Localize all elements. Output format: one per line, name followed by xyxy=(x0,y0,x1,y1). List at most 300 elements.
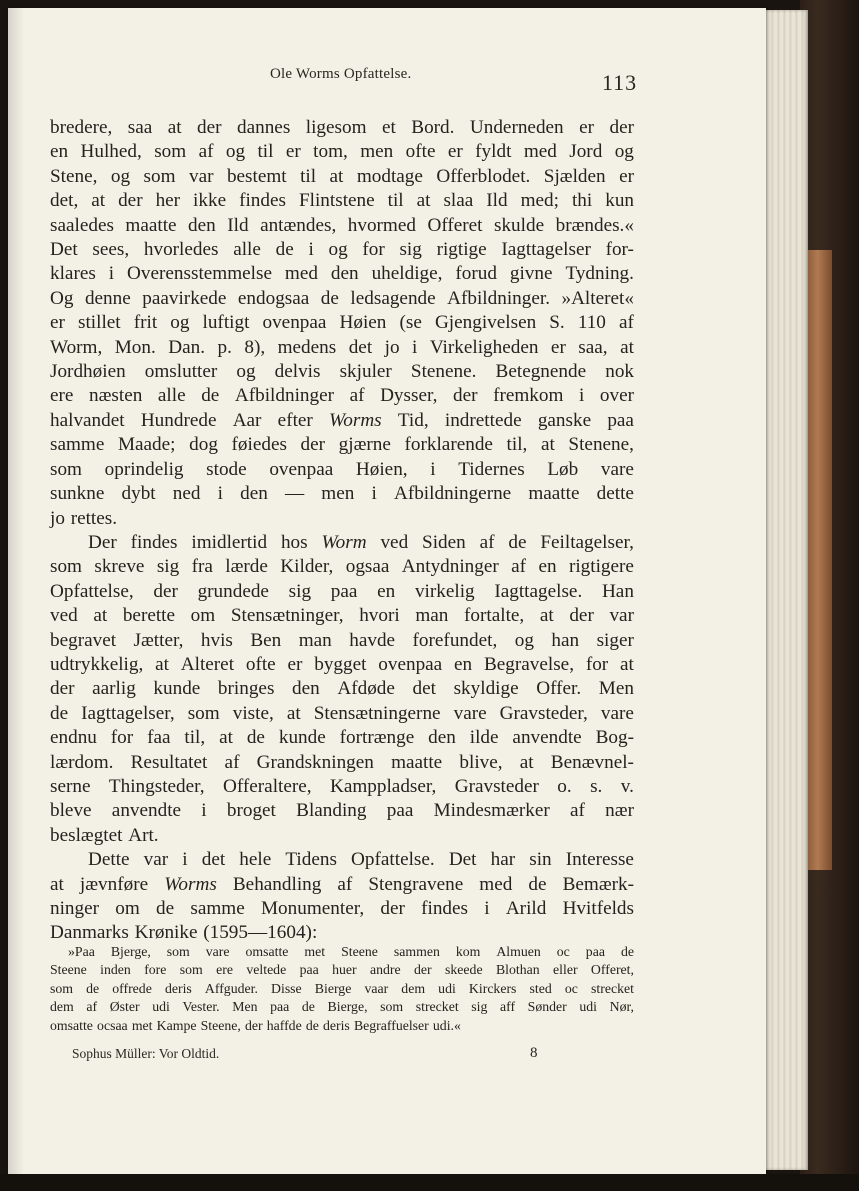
word: Opfattelse. xyxy=(351,849,435,871)
word: paa xyxy=(299,962,319,978)
word: Bord. xyxy=(411,117,455,138)
word: antændes, xyxy=(260,214,337,236)
word: sted xyxy=(529,980,552,996)
word: aarlig xyxy=(92,678,136,700)
word: af xyxy=(618,312,634,334)
word: Gravsteder, xyxy=(499,702,588,724)
word: af xyxy=(86,999,98,1015)
word: nok xyxy=(605,361,634,383)
word: Offeret, xyxy=(590,962,634,978)
word: beslægtet xyxy=(50,824,123,846)
word: Jætter, xyxy=(133,629,184,651)
word: ere xyxy=(216,962,233,978)
word: Ild xyxy=(486,190,508,212)
word: den xyxy=(428,727,456,749)
text-line xyxy=(50,751,634,775)
word: Hundrede xyxy=(140,409,217,431)
word: s. xyxy=(590,775,603,797)
word: havde xyxy=(349,629,396,651)
word: med xyxy=(479,873,513,895)
word: at xyxy=(329,165,344,187)
text-line xyxy=(50,604,634,628)
word: denne xyxy=(84,287,131,309)
word: at xyxy=(167,117,182,138)
word: Art. xyxy=(128,824,159,846)
word: saa, xyxy=(578,336,608,358)
word: en xyxy=(538,556,557,578)
word: er xyxy=(550,336,566,358)
word: hvori xyxy=(359,605,400,627)
word: offrede xyxy=(112,980,152,996)
text-line xyxy=(50,873,634,897)
word: at xyxy=(93,605,108,627)
word: (1595—1604): xyxy=(203,922,318,944)
word: Jord xyxy=(569,141,603,163)
word: som xyxy=(179,962,203,978)
text-line xyxy=(50,116,634,140)
word: hvorledes xyxy=(143,239,219,261)
word: medens xyxy=(277,336,337,358)
word: men xyxy=(321,483,355,505)
word: fore xyxy=(144,962,167,978)
word: oprindelig xyxy=(104,458,184,480)
word: paa xyxy=(270,999,290,1015)
text-line xyxy=(50,824,634,848)
word: der xyxy=(414,962,432,978)
word: at xyxy=(50,873,64,895)
word: Worm, xyxy=(50,336,103,358)
word: en xyxy=(50,141,69,163)
word: paavirkede xyxy=(142,287,227,309)
word: ilde xyxy=(469,727,499,749)
word: og xyxy=(328,239,348,261)
word: i xyxy=(430,458,436,480)
word: fortrænge xyxy=(339,727,415,749)
word: Ild xyxy=(227,214,249,236)
word: grundede xyxy=(197,580,269,602)
word: broget xyxy=(226,800,276,822)
word: der xyxy=(118,190,143,212)
text-line xyxy=(50,555,634,579)
text-line xyxy=(50,214,634,238)
word: som xyxy=(50,980,73,996)
word: for xyxy=(110,727,134,749)
word: at xyxy=(620,336,634,358)
gutter-shadow xyxy=(8,8,24,1174)
word: Benævnel- xyxy=(550,751,634,773)
footer-author-title: Sophus Müller: Vor Oldtid. xyxy=(72,1046,220,1061)
word: dem xyxy=(401,980,426,996)
word: de xyxy=(156,898,175,919)
word: i xyxy=(412,336,418,358)
word: føiedes xyxy=(231,434,287,456)
word: Blothan xyxy=(495,962,540,978)
word: af xyxy=(479,531,495,553)
word: anvendte xyxy=(512,727,582,749)
word: de xyxy=(201,385,220,407)
word: af xyxy=(570,800,585,822)
word: ved xyxy=(50,605,78,627)
word: Antydninger xyxy=(401,556,499,578)
text-line xyxy=(50,140,634,164)
word: ved xyxy=(380,531,409,553)
word: ovenpaa xyxy=(269,458,334,480)
word: for xyxy=(585,653,609,675)
word: lærde xyxy=(225,556,268,578)
word: Stensætningerne xyxy=(313,702,441,724)
word: o. xyxy=(557,775,572,797)
word: at xyxy=(539,605,554,627)
word: vare xyxy=(205,944,230,959)
word: Bemærk- xyxy=(562,873,634,895)
word: Gjengivelsen xyxy=(434,312,537,334)
word: oc xyxy=(556,944,570,959)
word: delvis xyxy=(274,361,321,383)
word: dannes xyxy=(237,117,291,138)
word: endnu xyxy=(50,727,97,749)
word: men xyxy=(360,141,394,163)
word: findes xyxy=(239,190,286,212)
word: sin xyxy=(529,849,552,871)
word: samme xyxy=(190,898,245,919)
word: aff xyxy=(499,999,516,1015)
word: Sønder xyxy=(527,999,567,1015)
word: deris xyxy=(164,980,192,996)
word: hvormed xyxy=(347,214,416,236)
word: Siden xyxy=(422,531,466,553)
word: skulde xyxy=(494,214,545,236)
text-line xyxy=(50,311,634,335)
word: Bjerge, xyxy=(110,944,151,959)
word: huer xyxy=(332,962,357,978)
word: saa xyxy=(127,117,153,138)
word: saaledes xyxy=(50,214,114,236)
word: Arild xyxy=(505,898,547,919)
word: ovenpaa xyxy=(262,312,327,334)
word: lærdom. xyxy=(50,751,114,773)
text-line xyxy=(50,629,634,653)
word: er xyxy=(50,312,65,334)
word: haffde xyxy=(266,1017,302,1033)
word: at xyxy=(219,727,233,749)
word: kun xyxy=(605,190,634,212)
word: hvis xyxy=(200,629,233,651)
word: at xyxy=(416,190,431,212)
running-title: Ole Worms Opfattelse. xyxy=(270,66,412,82)
word: stode xyxy=(206,458,247,480)
word: Affguder. xyxy=(204,980,258,996)
word: vare xyxy=(453,702,487,724)
footnote-line xyxy=(50,943,634,961)
word: gjærne xyxy=(338,434,391,456)
text-line xyxy=(50,531,634,555)
word: Dan. xyxy=(168,336,206,358)
word: sig xyxy=(288,580,312,602)
word: med; xyxy=(520,190,559,212)
word: ikke xyxy=(193,190,227,212)
word: met xyxy=(304,944,326,959)
word: Høien, xyxy=(355,458,408,480)
text-line xyxy=(50,482,634,506)
word: eller xyxy=(553,962,578,978)
word: Offerblodet. xyxy=(436,165,531,187)
word: rigtige xyxy=(436,239,487,261)
word: Steene xyxy=(341,944,378,959)
text-line xyxy=(50,189,634,213)
word: siger xyxy=(596,629,634,651)
word: Kampe xyxy=(156,1017,197,1033)
word: Danmarks xyxy=(50,922,129,944)
word: til xyxy=(387,190,404,212)
word: Aar xyxy=(232,409,262,431)
word: strecket xyxy=(415,999,459,1015)
word: sees, xyxy=(92,239,130,261)
signature-mark: 8 xyxy=(530,1045,538,1061)
word: slaa xyxy=(443,190,474,212)
word: som xyxy=(50,458,82,480)
word: Men xyxy=(232,999,258,1015)
word: med xyxy=(523,141,557,163)
word: er xyxy=(619,165,634,187)
word: der xyxy=(452,385,478,407)
footnote-quotation xyxy=(50,943,634,1035)
word: efter xyxy=(277,409,313,431)
word: findes xyxy=(130,531,178,553)
word: Begravelse, xyxy=(483,653,574,675)
word: til, xyxy=(506,434,528,456)
word: af xyxy=(511,556,527,578)
word: de xyxy=(528,873,547,895)
word: der xyxy=(153,580,178,602)
word: paa xyxy=(607,409,634,431)
word: maatte xyxy=(391,751,443,773)
word: strecket xyxy=(591,980,634,996)
word: skreve xyxy=(94,556,145,578)
word: imidlertid xyxy=(191,531,268,553)
word: Offeraltere, xyxy=(222,775,312,797)
text-line xyxy=(50,799,634,823)
word: Jordhøien xyxy=(50,361,126,383)
word: thi xyxy=(571,190,593,212)
word: Betegnende xyxy=(495,361,587,383)
word: har xyxy=(490,849,516,871)
word: udi xyxy=(438,980,456,996)
word: af xyxy=(349,385,365,407)
word: hos xyxy=(280,531,308,553)
text-line xyxy=(50,653,634,677)
word: næsten xyxy=(89,385,143,407)
word: i xyxy=(201,800,207,822)
word: Almuen xyxy=(496,944,541,959)
word: udtrykkelig, xyxy=(50,653,144,675)
word: rettes. xyxy=(70,507,118,529)
word: Thingsteder, xyxy=(108,775,205,797)
word: dog xyxy=(189,434,218,456)
word: Tydning. xyxy=(565,263,634,285)
text-line xyxy=(50,897,634,921)
word: er xyxy=(579,117,595,138)
word: til xyxy=(257,141,274,163)
emphasized-word: Worms xyxy=(329,409,382,431)
word: Steene, xyxy=(200,1017,241,1033)
footnote-line xyxy=(50,1017,634,1035)
word: fortalte, xyxy=(464,605,525,627)
word: rigtigere xyxy=(568,556,634,578)
word: man xyxy=(298,629,332,651)
word: jævnføre xyxy=(79,873,149,895)
page-stack-edges xyxy=(762,10,808,1170)
word: samme xyxy=(50,434,105,456)
word: der xyxy=(569,605,594,627)
footnote-line xyxy=(50,961,634,979)
text-line xyxy=(50,165,634,189)
word: at xyxy=(155,653,169,675)
word: ganske xyxy=(537,409,592,431)
word: paa xyxy=(330,580,358,602)
word: Bierge xyxy=(314,980,352,996)
text-line xyxy=(50,238,634,262)
word: Afdøde xyxy=(337,678,395,700)
word: halvandet xyxy=(50,409,125,431)
word: Blanding xyxy=(296,800,367,822)
word: som xyxy=(154,141,187,163)
word: ovenpaa xyxy=(378,653,443,675)
word: brændes.« xyxy=(555,214,634,236)
word: Afbildninger xyxy=(234,385,335,407)
word: ocsaa xyxy=(97,1017,128,1033)
word: ligesom xyxy=(305,117,367,138)
word: ogsaa xyxy=(345,556,390,578)
word: den xyxy=(330,263,359,285)
word: Resultatet xyxy=(130,751,208,773)
word: at xyxy=(540,434,555,456)
word: dybt xyxy=(121,483,156,505)
word: Bog- xyxy=(595,727,634,749)
word: udi xyxy=(579,999,598,1015)
word: var xyxy=(609,605,634,627)
word: det xyxy=(412,678,436,700)
word: Steene xyxy=(50,962,87,978)
word: Mindesmærker xyxy=(433,800,550,822)
word: endogsaa xyxy=(237,287,310,309)
word: ere xyxy=(50,385,74,407)
word: de xyxy=(320,287,339,309)
word: Gravsteder xyxy=(454,775,539,797)
word: for- xyxy=(605,239,634,261)
word: frit xyxy=(133,312,158,334)
word: andre xyxy=(370,962,401,978)
word: omsatte xyxy=(245,944,289,959)
word: klares xyxy=(50,263,96,285)
word: med xyxy=(284,263,318,285)
text-line xyxy=(50,580,634,604)
word: Stenene. xyxy=(410,361,477,383)
word: sammen xyxy=(393,944,440,959)
word: bringes xyxy=(217,678,275,700)
word: de xyxy=(620,944,634,959)
word: at xyxy=(519,751,534,773)
word: Dysser, xyxy=(380,385,438,407)
word: af xyxy=(224,751,240,773)
word: Interesse xyxy=(565,849,634,871)
word: skyldige xyxy=(453,678,519,700)
word: Løb xyxy=(547,458,579,480)
word: og xyxy=(225,141,246,163)
word: serne xyxy=(50,775,91,797)
word: alle xyxy=(233,239,261,261)
word: deris xyxy=(322,1017,350,1033)
word: sig xyxy=(471,999,488,1015)
word: Hulhed, xyxy=(80,141,142,163)
word: af xyxy=(337,873,353,895)
word: sunkne xyxy=(50,483,105,505)
text-line xyxy=(50,726,634,750)
word: Maade; xyxy=(117,434,176,456)
word: der xyxy=(197,117,222,138)
word: Der xyxy=(88,531,117,553)
word: og xyxy=(110,165,131,187)
word: en xyxy=(454,653,473,675)
word: over xyxy=(599,385,634,407)
word: maatte xyxy=(528,483,580,505)
word: den xyxy=(240,483,268,505)
word: i xyxy=(182,849,188,871)
word: Iagttagelser, xyxy=(81,702,175,724)
word: maatte xyxy=(125,214,177,236)
word: tom, xyxy=(313,141,348,163)
word: man xyxy=(415,605,449,627)
word: Begraffuelser xyxy=(353,1017,429,1033)
word: Høien xyxy=(339,312,387,334)
word: er xyxy=(287,653,303,675)
word: Overensstemmelse xyxy=(127,263,272,285)
word: v. xyxy=(620,775,634,797)
word: veltede xyxy=(246,962,287,978)
word: i xyxy=(484,898,490,919)
word: og xyxy=(514,629,534,651)
word: 110 xyxy=(577,312,606,334)
word: fremkom xyxy=(493,385,564,407)
word: vare xyxy=(600,458,634,480)
word: Iagttagelse. xyxy=(494,580,583,602)
word: bestemt xyxy=(226,165,287,187)
word: udi.« xyxy=(432,1017,461,1033)
word: forklarende xyxy=(404,434,493,456)
text-line xyxy=(50,433,634,457)
word: ledsagende xyxy=(350,287,436,309)
word: met xyxy=(131,1017,153,1033)
word: stillet xyxy=(77,312,121,334)
word: for xyxy=(362,239,385,261)
word: Grandskningen xyxy=(256,751,374,773)
word: sig xyxy=(399,239,422,261)
word: og xyxy=(614,141,634,163)
word: Disse xyxy=(271,980,302,996)
word: det xyxy=(348,336,373,358)
text-line xyxy=(50,775,634,799)
word: Offer. xyxy=(536,678,582,700)
word: omsatte xyxy=(50,1017,93,1033)
text-line xyxy=(50,458,634,482)
word: anvendte xyxy=(111,800,182,822)
word: inden xyxy=(100,962,131,978)
word: de xyxy=(86,980,100,996)
word: ned xyxy=(172,483,201,505)
word: Afbildningerne xyxy=(393,483,512,505)
word: Stensætninger, xyxy=(230,605,344,627)
word: jo xyxy=(50,507,65,529)
word: i xyxy=(108,263,115,285)
